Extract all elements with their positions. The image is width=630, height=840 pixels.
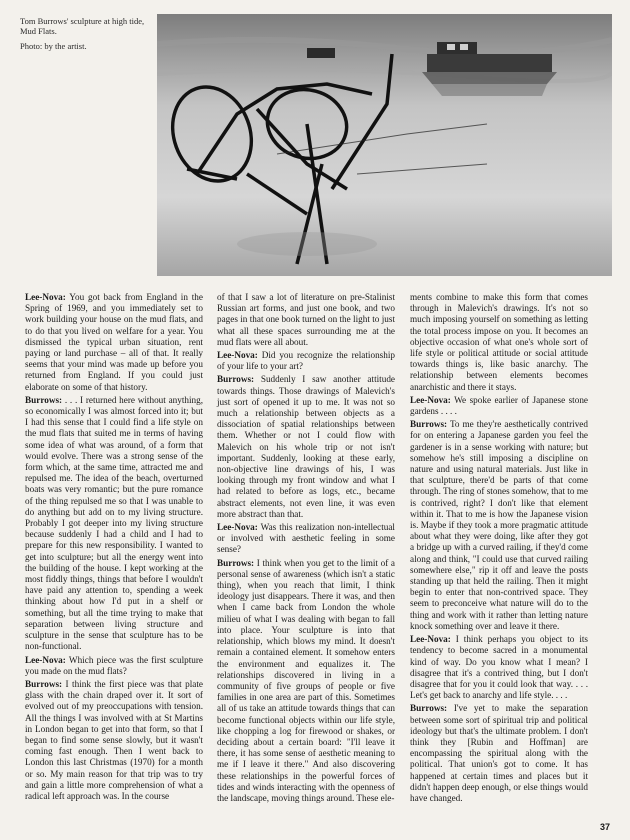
speaker-label: Lee-Nova: <box>410 634 451 645</box>
caption-credit: Photo: by the artist. <box>20 41 87 51</box>
page-number: 37 <box>599 822 610 832</box>
photo-caption <box>20 16 148 56</box>
paragraph <box>217 292 395 348</box>
article-column-2 <box>217 292 395 806</box>
speaker-label: Burrows: <box>25 394 63 405</box>
paragraph <box>410 292 588 393</box>
sculpture-photo <box>157 14 612 276</box>
article-column-1 <box>25 292 203 804</box>
speaker-label: Lee-Nova: <box>25 654 66 665</box>
caption-title: Tom Burrows' sculpture at high tide, Mud Flats. <box>20 16 145 36</box>
paragraph-text: I think when you get to the limit of a personal sense of awareness (which isn't a static thing), when you reach that limit, I think ideology just disappears. There it was, and then when I came back from London the whole milieu of what I was dealing with began to fall into place. Your sculpture is into that relationship, which blows my mind. It doesn't remain a contained element. It somehow enters the environment and equalizes it. The relationships discovered in living in a community of five groups of people or five families in one area are part of this. Sometimes all of us take an attitude towards things that can become functional objects within our life style, like chopping a log for firewood or shakes, or deciding about a certain board: "I'll leave it there, it has some sense of aesthetic meaning to me if I leave it there." And also discovering these relationships in the powerful forces of tides and winds interacting with the openness of the landscape, moving things around. These ele- <box>217 557 396 803</box>
speaker-label: Burrows: <box>217 374 255 385</box>
paragraph-text: Was this realization non-intellectual or involved with aesthetic feeling in some sense? <box>217 522 395 555</box>
paragraph-text: . . . I returned here without anything, so economically I was almost forced into it; but I had this sense that I could find a life style on the mud flats that suited me in terms of having some idea of what was around, of a form that would evolve. There was a strong sense of the form which, at the same time, attracted me and repulsed me. The idea of the beach, overturned boats was very romantic; but the pure romance of the thing repulsed me so that I was unable to do anything but add on to my living structure. Probably I got deeper into my living structure because suddenly I had a child and I had to prepare for this new responsibility. I wanted to get into sculpture; but all the energy went into the building of the house. I kept working at the most fiddly things, things that before I wouldn't have paid any attention to, spending a week thinking about how I'd put in a shelf or something, but all the time trying to make that separation between living structure and sculpture in the sense that sculpture has to be non-functional. <box>25 394 204 652</box>
paragraph-text: Did you recognize the relationship of your life to your art? <box>217 350 395 372</box>
speaker-label: Burrows: <box>410 703 448 714</box>
speaker-label: Lee-Nova: <box>410 394 451 405</box>
paragraph-text: Which piece was the first sculpture you made on the mud flats? <box>25 654 204 676</box>
article-column-3 <box>410 292 588 806</box>
speaker-label: Lee-Nova: <box>25 292 66 302</box>
paragraph-text: You got back from England in the Spring of 1969, and you immediately set to work building your house on the mud flats, and to do that you lived on welfare for a year. You dismissed the typical urban situation, rent paying or land purchase – all of that. It really seems that your mind was made up before you returned from England. If you could just elaborate on some of that history. <box>25 292 203 392</box>
speaker-label: Burrows: <box>410 419 448 430</box>
speaker-label: Lee-Nova: <box>217 522 258 533</box>
speaker-label: Burrows: <box>25 678 63 689</box>
paragraph <box>25 395 203 653</box>
paragraph-text: ments combine to make this form that comes through in Malevich's drawings. It's not so much imposing yourself on something as letting the total process impose on you. It becomes an objective occasion of what one's whole sort of life style or political attitude or social attitude towards things is, like basic anarchy. The relationship between elements becomes anarchistic and there it stays. <box>410 292 588 392</box>
paragraph-text: We spoke earlier of Japanese stone gardens . . . . <box>410 394 588 417</box>
sculpture-photo-icon <box>157 14 612 276</box>
paragraph-text: I think the first piece was that plate glass with the chain draped over it. It sort of evolved out of my preoccupations with tension. All the things I was involved with at St Martins in London began to get into that form, so that I began to find some sense slowly, but it wasn't coming fast enough. Then I went back to London this last Christmas (1970) for a month or so. My main reason for that trip was to try and gain a little more comprehension of what a radical left approach was. In the course <box>25 678 203 801</box>
paragraph <box>410 703 588 804</box>
paragraph <box>217 374 395 520</box>
speaker-label: Burrows: <box>217 557 255 568</box>
paragraph <box>217 350 395 372</box>
paragraph <box>410 419 588 632</box>
paragraph <box>410 634 588 701</box>
paragraph <box>25 679 203 802</box>
paragraph-text: I've yet to make the separation between some sort of spiritual trip and political ideology but that's the ultimate problem. I don't think they [Rubin and Hoffman] are encompassing the spiritual along with the political. That union's got to come. It has happened at certain times and places but it didn't happen deep enough, or else things would have changed. <box>410 703 588 803</box>
paragraph-text: Suddenly I saw another attitude towards things. Those drawings of Malevich's just sort of opened it up to me. It was not so much a relationship between objects as a dissociation of spatial relationships between them. Whether or not I could flow with Malevich on his whole trip or not isn't important. Suddenly, looking at these early, non-objective line drawings of his, I was looking through my front window and what I had related to before as logs, etc., became abstract elements, not even line, it was even more abstract than that. <box>217 374 395 519</box>
paragraph-text: of that I saw a lot of literature on pre-Stalinist Russian art forms, and just one book, and two pages in that one book turned on the light to just what all these spaces surrounding me at the mud flats were all about. <box>217 292 395 347</box>
paragraph <box>25 655 203 677</box>
paragraph <box>217 558 395 804</box>
paragraph <box>25 292 203 393</box>
speaker-label: Lee-Nova: <box>217 350 258 361</box>
paragraph <box>410 395 588 417</box>
paragraph <box>217 522 395 556</box>
paragraph-text: To me they're aesthetically contrived for on entering a Japanese garden you feel the gardener is in a sense working with nature; but somehow he's still imposing a discipline on nature and using natural materials. Just like in that sculpture, there'd be parts of that come through. The ring of stones somehow, that to me is contrived, right? I don't like that element within it. That to me is how the Japanese vision is. Maybe if they took a more pragmatic attitude about what they were doing, like after they got a bridge up with a curved railing, if they'd come along and think, "I could use that curved railing somewhere else," rip it off and leave the posts standing up that held the railing. Then it might begin to enter that non-contrived space. They seem to preconceive what nature will do to the thing and work with it rather than letting nature knock something over and leave it there. <box>410 419 588 631</box>
paragraph-text: I think perhaps you object to its tendency to become sacred in a monumental kind of way. Do you know what I mean? I disagree that it's a contrived thing, but I don't disagree that for you it could look that way. . . . Let's get back to anarchy and life style. . . . <box>410 634 589 701</box>
